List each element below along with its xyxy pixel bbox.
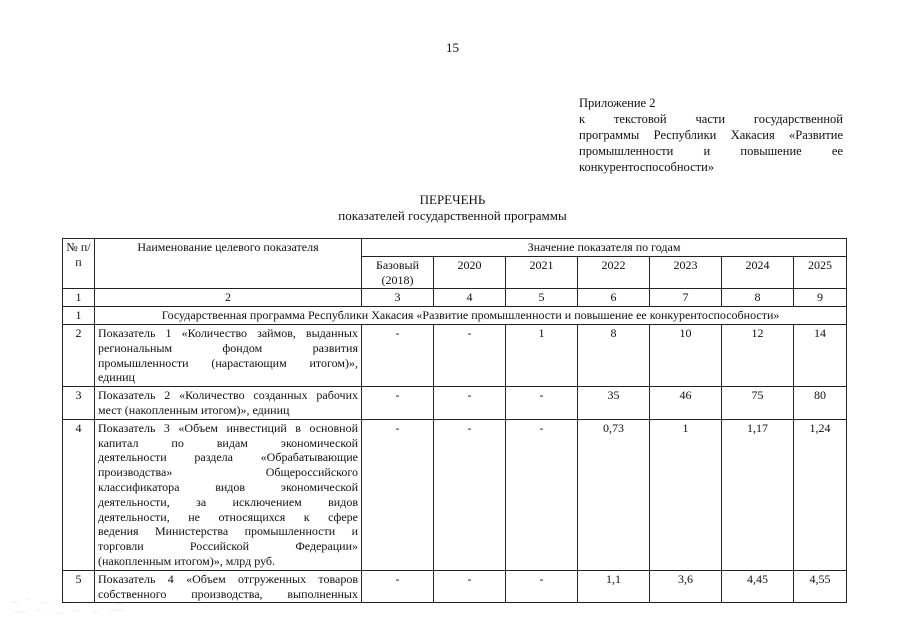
scan-artifact	[6, 590, 136, 620]
column-number: 9	[794, 289, 847, 307]
value-cell: -	[506, 570, 578, 603]
header-values-group: Значение показателя по годам	[362, 239, 847, 257]
value-cell: -	[434, 419, 506, 570]
section-num: 1	[63, 307, 95, 325]
table-row	[63, 570, 847, 603]
appendix-note	[579, 95, 843, 175]
value-cell: -	[362, 324, 434, 386]
column-number: 7	[650, 289, 722, 307]
appendix-line: программы Республики Хакасия «Развитие	[579, 128, 843, 142]
header-name: Наименование целевого показателя	[95, 239, 362, 289]
value-cell: 4,55	[794, 570, 847, 603]
header-year: 2025	[794, 256, 847, 289]
value-cell: -	[506, 419, 578, 570]
name-line: производства» Общероссийского	[98, 465, 358, 480]
value-cell: 1,17	[722, 419, 794, 570]
table-row	[63, 387, 847, 420]
column-number: 4	[434, 289, 506, 307]
indicators-table	[62, 238, 847, 603]
value-cell: 1,24	[794, 419, 847, 570]
name-line: торговли Российской Федерации»	[98, 539, 358, 554]
header-year: 2024	[722, 256, 794, 289]
name-line: капитал по видам экономической	[98, 435, 358, 450]
header-year: 2023	[650, 256, 722, 289]
value-cell: 46	[650, 387, 722, 420]
value-cell: 10	[650, 324, 722, 386]
title-line-2: показателей государственной программы	[338, 208, 567, 223]
column-number: 8	[722, 289, 794, 307]
appendix-line: Приложение 2	[579, 96, 656, 110]
column-number: 5	[506, 289, 578, 307]
name-line: (накопленным итогом)», млрд руб.	[98, 553, 276, 568]
name-line: единиц	[98, 370, 135, 385]
column-number-row	[63, 289, 847, 307]
name-line: мест (накопленным итогом)», единиц	[98, 402, 290, 417]
row-num: 3	[63, 387, 95, 420]
value-cell: 0,73	[578, 419, 650, 570]
name-line: Показатель 2 «Количество созданных рабочих	[98, 388, 358, 403]
value-cell: 8	[578, 324, 650, 386]
name-line: собственного производства, выполненных	[98, 586, 358, 601]
value-cell: -	[434, 387, 506, 420]
value-cell: 75	[722, 387, 794, 420]
value-cell: -	[362, 570, 434, 603]
table-row	[63, 324, 847, 386]
section-row	[63, 307, 847, 325]
column-number: 6	[578, 289, 650, 307]
value-cell: -	[434, 324, 506, 386]
document-title	[0, 192, 905, 224]
name-line: деятельности, за исключением видов	[98, 494, 358, 509]
appendix-line: конкурентоспособности»	[579, 160, 715, 174]
name-line: Показатель 3 «Объем инвестиций в основной	[98, 420, 358, 435]
value-cell: 80	[794, 387, 847, 420]
name-line: классификатора видов экономической	[98, 479, 358, 494]
header-year: Базовый (2018)	[362, 256, 434, 289]
appendix-line: к текстовой части государственной	[579, 112, 843, 126]
appendix-line: промышленности и повышение ее	[579, 144, 843, 158]
name-line: деятельности, не относящихся к сфере	[98, 509, 358, 524]
value-cell: 12	[722, 324, 794, 386]
name-line: Показатель 4 «Объем отгруженных товаров	[98, 571, 358, 586]
name-line: ведения Министерства промышленности и	[98, 524, 358, 539]
value-cell: 35	[578, 387, 650, 420]
column-number: 2	[95, 289, 362, 307]
value-cell: -	[362, 387, 434, 420]
row-num: 5	[63, 570, 95, 603]
indicator-name	[95, 387, 362, 420]
value-cell: 4,45	[722, 570, 794, 603]
value-cell: -	[362, 419, 434, 570]
value-cell: -	[506, 387, 578, 420]
indicator-name	[95, 419, 362, 570]
value-cell: -	[434, 570, 506, 603]
header-row-1	[63, 239, 847, 257]
indicator-name	[95, 324, 362, 386]
row-num: 2	[63, 324, 95, 386]
header-num: № п/п	[63, 239, 95, 289]
page-number: 15	[446, 40, 459, 55]
column-number: 3	[362, 289, 434, 307]
value-cell: 1,1	[578, 570, 650, 603]
name-line: Показатель 1 «Количество займов, выданных	[98, 325, 358, 340]
value-cell: 1	[506, 324, 578, 386]
value-cell: 14	[794, 324, 847, 386]
header-year: 2020	[434, 256, 506, 289]
name-line: региональным фондом развития	[98, 340, 358, 355]
header-year: 2022	[578, 256, 650, 289]
section-title: Государственная программа Республики Хакасия «Развитие промышленности и повышение ее конкурентоспособности»	[95, 307, 847, 325]
header-year: 2021	[506, 256, 578, 289]
row-num: 4	[63, 419, 95, 570]
value-cell: 1	[650, 419, 722, 570]
name-line: деятельности раздела «Обрабатывающие	[98, 450, 358, 465]
title-line-1: ПЕРЕЧЕНЬ	[419, 192, 486, 207]
value-cell: 3,6	[650, 570, 722, 603]
table-row	[63, 419, 847, 570]
column-number: 1	[63, 289, 95, 307]
name-line: промышленности (нарастающим итогом)»,	[98, 355, 358, 370]
